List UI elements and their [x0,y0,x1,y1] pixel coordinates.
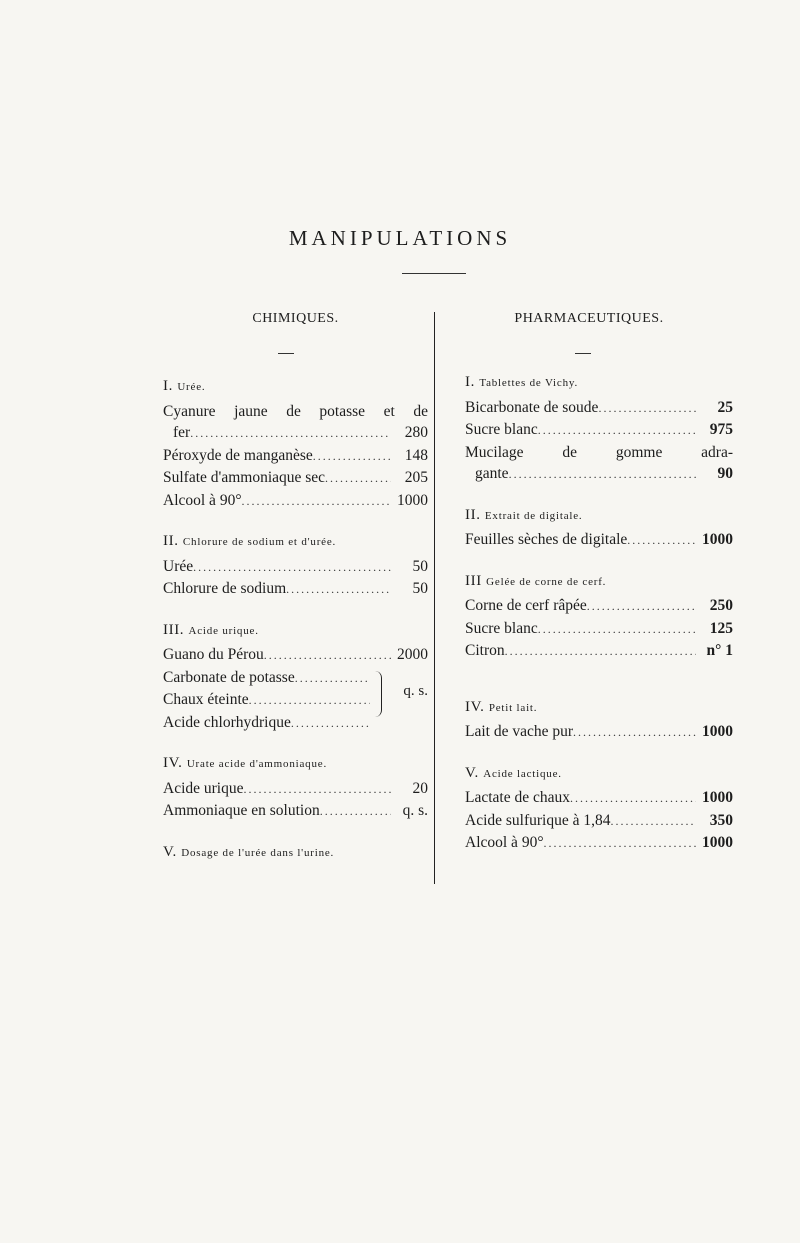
brace-quantity: q. s. [403,682,428,699]
ingredient-quantity: 20 [412,779,428,797]
section-name: Gelée de corne de cerf. [486,575,607,588]
section-name: Urate acide d'ammoniaque. [186,758,327,770]
ingredient-quantity: 90 [717,465,733,482]
brace-group [163,667,428,735]
left-heading-dash [278,353,294,354]
section-number: II. [465,506,481,523]
curly-brace [375,671,382,717]
ingredient-row: gante ..... 90 [465,463,733,486]
ingredient-line: Mucilage de gomme adra- [465,443,733,461]
section-title [465,505,733,528]
section-title [465,571,733,594]
title-rule [402,273,466,274]
section-title [163,531,428,554]
right-heading-dash [575,353,591,354]
ingredient-row: Lait de vache pur ..... 1000 [465,721,733,744]
column-divider [434,312,435,884]
page-title: MANIPULATIONS [288,226,512,250]
section-name: Dosage de l'urée dans l'urine. [181,846,335,859]
ingredient-row: fer ..... 280 [163,422,428,445]
section-urate-acide [163,753,428,823]
pharmaceutiques-column [465,372,733,874]
ingredient-row: Guano du Pérou ..... 2000 [163,644,428,667]
ingredient-quantity: 205 [404,469,428,486]
section-title [465,763,733,786]
right-column-heading: PHARMACEUTIQUES. [514,311,664,326]
ingredient-quantity: n° 1 [706,642,733,659]
section-title [465,697,733,720]
ingredient-quantity: 250 [709,597,733,614]
ingredient-row: Corne de cerf râpée ..... 250 [465,595,733,618]
ingredient-line: Cyanure jaune de potasse et de [163,402,428,420]
ingredient-row: Bicarbonate de soude ..... 25 [465,397,733,420]
section-number: IV. [465,698,485,715]
ingredient-row: Sucre blanc ..... 125 [465,618,733,641]
left-column-heading: CHIMIQUES. [252,311,339,326]
section-name: Acide lactique. [483,767,562,780]
ingredient-row: Ammoniaque en solution ..... q. s. [163,800,428,823]
section-number: V. [163,843,177,860]
section-title [163,842,428,865]
section-number: III [465,572,482,589]
section-number: I. [465,374,475,390]
section-number: I. [163,378,173,394]
section-number: V. [465,764,479,781]
section-title [465,372,733,395]
section-acide-lactique [465,763,733,855]
ingredient-row: Chlorure de sodium ..... 50 [163,578,428,601]
ingredient-quantity: 280 [404,424,428,441]
section-petit-lait [465,697,733,744]
ingredient-row: Feuilles sèches de digitale ..... 1000 [465,529,733,552]
ingredient-quantity: 350 [709,811,733,829]
section-name: Petit lait. [488,701,538,714]
ingredient-row: Acide urique ..... 20 [163,778,428,801]
ingredient-quantity: 975 [709,421,733,438]
ingredient-row: Chaux éteinte ..... [163,689,428,712]
ingredient-row: Citron ..... n° 1 [465,640,733,663]
ingredient-quantity: 148 [404,446,428,464]
ingredient-quantity: 50 [412,557,428,575]
section-number: III. [163,621,185,638]
ingredient-quantity: 25 [717,398,733,416]
section-uree [163,376,428,512]
ingredient-quantity: 2000 [397,646,428,663]
ingredient-row: Alcool à 90° ..... 1000 [465,832,733,855]
ingredient-row: Lactate de chaux ..... 1000 [465,787,733,810]
section-acide-urique [163,620,428,735]
section-name: Acide urique. [188,624,259,637]
section-title [163,753,428,776]
ingredient-row: Acide chlorhydrique ..... [163,712,428,735]
ingredient-quantity: 1000 [702,789,733,806]
section-number: IV. [163,755,183,771]
ingredient-row: Sucre blanc ..... 975 [465,419,733,442]
section-name: Extrait de digitale. [484,509,583,522]
section-gelee-corne-cerf [465,571,733,663]
ingredient-row: Acide sulfurique à 1,84 ..... 350 [465,810,733,833]
section-title [163,376,428,399]
section-extrait-digitale [465,505,733,552]
ingredient-row: Alcool à 90° ..... 1000 [163,490,428,513]
ingredient-quantity: 1000 [397,491,428,509]
section-tablettes-vichy [465,372,733,486]
section-name: Chlorure de sodium et d'urée. [182,536,337,548]
ingredient-row: Sulfate d'ammoniaque sec ..... 205 [163,467,428,490]
chimiques-column [163,376,428,883]
section-dosage-uree [163,842,428,865]
section-name: Tablettes de Vichy. [479,377,579,389]
section-number: II. [163,533,179,549]
ingredient-row: Carbonate de potasse ..... [163,667,428,690]
ingredient-row: Péroxyde de manganèse ..... 148 [163,445,428,468]
ingredient-quantity: 125 [709,619,733,637]
ingredient-quantity: q. s. [402,802,428,819]
ingredient-quantity: 1000 [702,531,733,548]
ingredient-row: Urée ..... 50 [163,556,428,579]
section-chlorure-de-sodium [163,531,428,601]
ingredient-quantity: 1000 [702,834,733,851]
section-title [163,620,428,643]
ingredient-quantity: 50 [412,580,428,597]
section-name: Urée. [177,381,206,393]
ingredient-quantity: 1000 [702,723,733,740]
